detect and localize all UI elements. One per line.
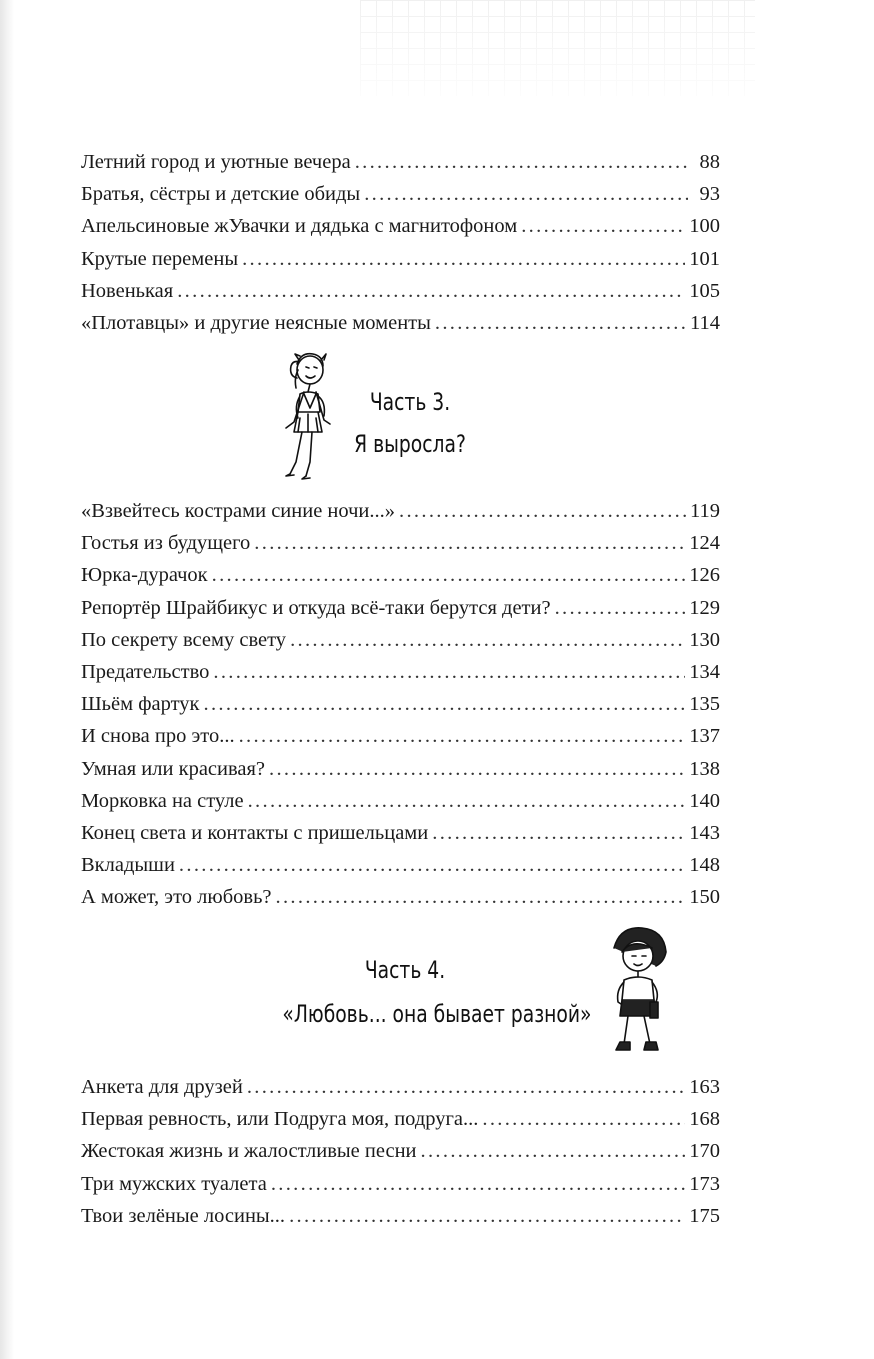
toc-entry (81, 243, 720, 275)
part3-heading: Часть 3. (369, 388, 451, 416)
toc-entry-page-number: 175 (689, 1204, 720, 1227)
toc-entry-title: Анкета для друзей (81, 1076, 243, 1098)
dot-leader (355, 146, 688, 178)
toc-entry-title: Гостья из будущего (81, 532, 251, 555)
toc-entry-page-number: 93 (699, 183, 720, 206)
toc-entry-page-number: 129 (689, 596, 720, 619)
dot-leader (242, 243, 685, 275)
toc-entry-title: И снова про это... (81, 725, 235, 748)
dot-leader (289, 1200, 685, 1232)
toc-entry-page-number: 126 (689, 564, 720, 587)
toc-entry (81, 178, 720, 210)
toc-entry-title: Юрка-дурачок (81, 564, 208, 587)
toc-entry-title: Конец света и контакты с пришельцами (81, 821, 429, 844)
toc-entry-page-number: 114 (690, 311, 720, 334)
toc-entry-page-number: 124 (689, 532, 720, 555)
toc-entry-title: «Взвейтесь кострами синие ночи...» (81, 500, 396, 522)
toc-entry (81, 1168, 720, 1200)
toc-entry (81, 624, 720, 656)
dot-leader (254, 527, 685, 559)
toc-entry-page-number: 88 (699, 151, 720, 173)
toc-entry-title: Три мужских туалета (81, 1172, 267, 1195)
toc-section-continued (81, 146, 720, 339)
dot-leader (364, 178, 688, 210)
toc-entry-title: Жестокая жизнь и жалостливые песни (81, 1140, 417, 1163)
dot-leader (213, 656, 685, 688)
toc-entry-page-number: 150 (689, 886, 720, 909)
toc-entry (81, 656, 720, 688)
dot-leader (290, 624, 685, 656)
toc-entry (81, 849, 720, 881)
toc-entry-page-number: 163 (689, 1076, 720, 1098)
toc-entry-title: Репортёр Шрайбикус и откуда всё-таки берутся дети? (81, 596, 551, 619)
toc-entry (81, 817, 720, 849)
dot-leader (521, 210, 685, 242)
toc-entry (81, 1200, 720, 1232)
toc-entry-title: Братья, сёстры и детские обиды (81, 183, 361, 206)
toc-entry (81, 1071, 720, 1103)
toc-section-part3 (81, 495, 720, 913)
toc-entry-page-number: 119 (690, 500, 720, 522)
part4-heading: Часть 4. (364, 956, 446, 984)
toc-entry-title: Новенькая (81, 279, 174, 302)
toc-entry-title: Твои зелёные лосины... (81, 1204, 286, 1227)
toc-entry (81, 307, 720, 339)
toc-entry-title: Вкладыши (81, 854, 175, 877)
toc-entry-page-number: 140 (689, 789, 720, 812)
toc-entry-title: Апельсиновые жУвачки и дядька с магнитофоном (81, 215, 518, 238)
dot-leader (239, 720, 686, 752)
toc-entry (81, 275, 720, 307)
toc-entry (81, 495, 720, 527)
teen-girl-sketch-icon (592, 922, 684, 1066)
page-edge-shadow (0, 0, 14, 1359)
dot-leader (269, 753, 685, 785)
toc-entry-page-number: 173 (689, 1172, 720, 1195)
dot-leader (177, 275, 685, 307)
toc-entry-page-number: 137 (689, 725, 720, 748)
toc-entry-title: Умная или красивая? (81, 757, 266, 780)
toc-entry-page-number: 100 (689, 215, 720, 238)
toc-entry-title: Предательство (81, 660, 210, 683)
dot-leader (399, 495, 686, 527)
toc-entry (81, 592, 720, 624)
girl-sketch-icon (266, 348, 336, 484)
toc-entry-title: Крутые перемены (81, 247, 239, 270)
toc-entry (81, 720, 720, 752)
toc-entry-page-number: 134 (689, 660, 720, 683)
dot-leader (276, 881, 686, 913)
toc-entry-title: Морковка на стуле (81, 789, 244, 812)
toc-entry-page-number: 105 (689, 279, 720, 302)
toc-entry-page-number: 168 (689, 1108, 720, 1131)
toc-entry-page-number: 148 (689, 854, 720, 877)
toc-entry-page-number: 138 (689, 757, 720, 780)
toc-entry (81, 688, 720, 720)
toc-entry (81, 527, 720, 559)
toc-entry-page-number: 170 (689, 1140, 720, 1163)
toc-entry-title: По секрету всему свету (81, 628, 287, 651)
part4-subtitle: «Любовь... она бывает разной» (282, 1000, 592, 1028)
grid-paper-decoration (360, 0, 755, 96)
dot-leader (432, 817, 685, 849)
toc-entry-title: «Плотавцы» и другие неясные моменты (81, 311, 431, 334)
toc-entry-title: А может, это любовь? (81, 886, 272, 909)
dot-leader (204, 688, 686, 720)
toc-entry (81, 753, 720, 785)
toc-entry-title: Летний город и уютные вечера (81, 151, 351, 173)
toc-entry-page-number: 130 (689, 628, 720, 651)
dot-leader (555, 592, 686, 624)
dot-leader (421, 1135, 686, 1167)
dot-leader (212, 559, 686, 591)
dot-leader (179, 849, 685, 881)
toc-entry (81, 146, 720, 178)
toc-entry-title: Первая ревность, или Подруга моя, подруга... (81, 1108, 479, 1131)
toc-entry (81, 559, 720, 591)
toc-section-part4 (81, 1071, 720, 1232)
toc-entry-title: Шьём фартук (81, 693, 200, 716)
part3-subtitle: Я выросла? (354, 430, 466, 458)
toc-entry-page-number: 143 (689, 821, 720, 844)
dot-leader (248, 785, 686, 817)
toc-entry (81, 785, 720, 817)
toc-entry (81, 1103, 720, 1135)
toc-entry-page-number: 135 (689, 693, 720, 716)
toc-entry (81, 881, 720, 913)
toc-entry (81, 210, 720, 242)
dot-leader (271, 1168, 685, 1200)
dot-leader (482, 1103, 685, 1135)
dot-leader (435, 307, 686, 339)
dot-leader (247, 1071, 685, 1103)
toc-entry (81, 1135, 720, 1167)
toc-entry-page-number: 101 (689, 247, 720, 270)
